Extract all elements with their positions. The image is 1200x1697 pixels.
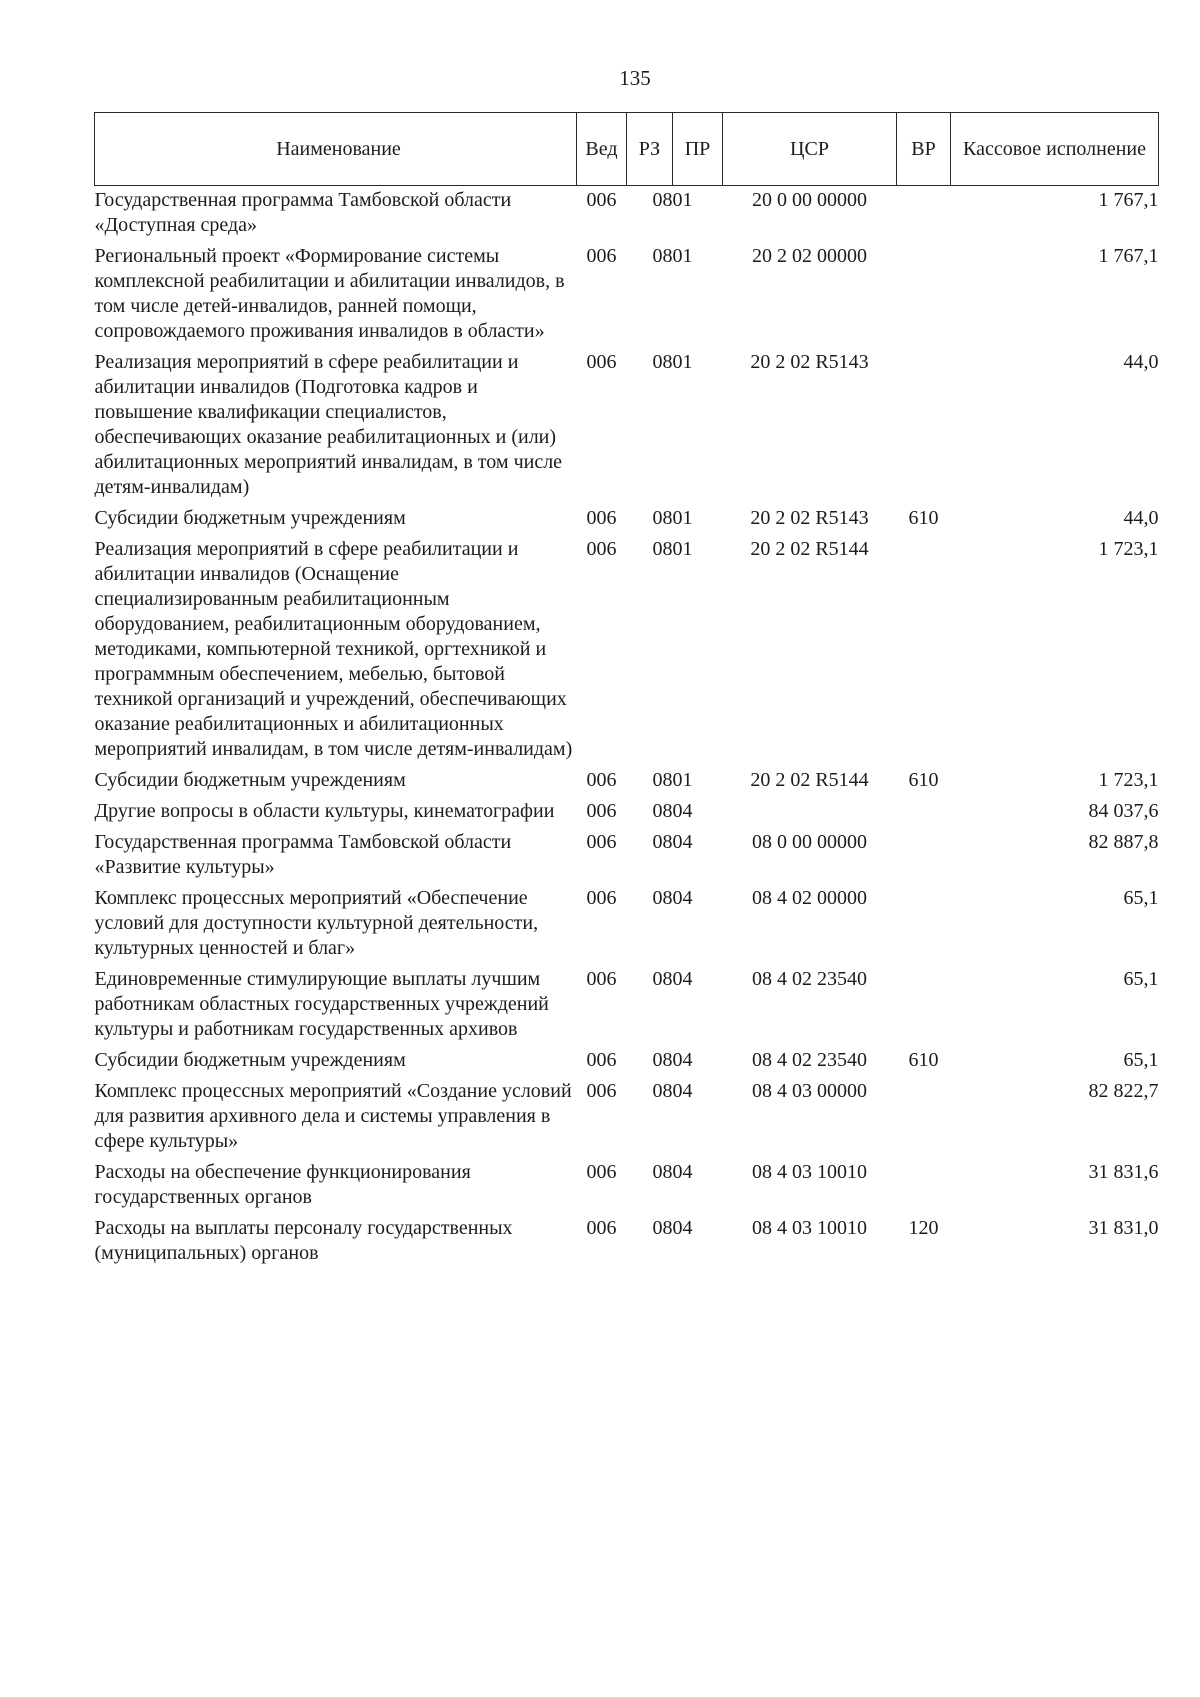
cell-sum: 31 831,0 bbox=[1088, 1217, 1159, 1239]
cell-name: Единовременные стимулирующие выплаты лучшим работникам областных государственных учреждений культуры и работникам государственных архивов bbox=[94, 968, 549, 1040]
table-header-row bbox=[95, 113, 1159, 186]
cell-sum: 84 037,6 bbox=[1088, 800, 1159, 822]
cell-ved: 006 bbox=[586, 769, 617, 791]
header-vr: ВР bbox=[897, 113, 951, 186]
cell-rz: 08 bbox=[652, 968, 673, 990]
cell-rz: 08 bbox=[652, 538, 673, 560]
cell-vr bbox=[897, 1158, 951, 1214]
cell-vr: 610 bbox=[908, 507, 939, 529]
cell-pr: 04 bbox=[672, 1217, 693, 1239]
cell-sum: 65,1 bbox=[1123, 1049, 1159, 1071]
cell-ved: 006 bbox=[586, 538, 617, 560]
table-row bbox=[95, 535, 1159, 766]
cell-ved: 006 bbox=[586, 1049, 617, 1071]
cell-ved: 006 bbox=[586, 1161, 617, 1183]
header-csr: ЦСР bbox=[723, 113, 897, 186]
cell-ved: 006 bbox=[586, 245, 617, 267]
cell-rz: 08 bbox=[652, 245, 673, 267]
cell-rz: 08 bbox=[652, 769, 673, 791]
cell-pr: 01 bbox=[672, 245, 693, 267]
cell-csr: 08 4 03 10010 bbox=[752, 1217, 867, 1239]
cell-csr: 20 2 02 R5143 bbox=[750, 351, 869, 373]
cell-pr: 04 bbox=[672, 968, 693, 990]
cell-name: Комплекс процессных мероприятий «Создание условий для развития архивного дела и системы управления в сфере культуры» bbox=[94, 1080, 572, 1152]
cell-rz: 08 bbox=[652, 887, 673, 909]
cell-name: Комплекс процессных мероприятий «Обеспечение условий для доступности культурной деятельности, культурных ценностей и благ» bbox=[94, 887, 539, 959]
cell-pr: 01 bbox=[672, 351, 693, 373]
cell-rz: 08 bbox=[652, 1217, 673, 1239]
cell-name: Государственная программа Тамбовской области «Развитие культуры» bbox=[94, 831, 512, 878]
page-number: 135 bbox=[619, 66, 651, 90]
cell-rz: 08 bbox=[652, 800, 673, 822]
cell-rz: 08 bbox=[652, 1161, 673, 1183]
cell-ved: 006 bbox=[586, 831, 617, 853]
cell-sum: 1 767,1 bbox=[1098, 189, 1159, 211]
table-row bbox=[95, 828, 1159, 884]
table-row bbox=[95, 1046, 1159, 1077]
header-pr: ПР bbox=[673, 113, 723, 186]
table-row bbox=[95, 1077, 1159, 1158]
header-name: Наименование bbox=[95, 113, 577, 186]
budget-table bbox=[94, 112, 1159, 1270]
cell-vr bbox=[897, 535, 951, 766]
cell-name: Субсидии бюджетным учреждениям bbox=[94, 507, 406, 529]
cell-csr: 08 4 02 23540 bbox=[752, 1049, 867, 1071]
table-row bbox=[95, 1158, 1159, 1214]
cell-vr bbox=[897, 797, 951, 828]
cell-csr: 20 0 00 00000 bbox=[752, 189, 867, 211]
table-row bbox=[95, 766, 1159, 797]
table-row bbox=[95, 242, 1159, 348]
cell-name: Расходы на выплаты персоналу государственных (муниципальных) органов bbox=[94, 1217, 513, 1264]
cell-csr bbox=[723, 797, 897, 828]
cell-ved: 006 bbox=[586, 887, 617, 909]
cell-name: Субсидии бюджетным учреждениям bbox=[94, 769, 406, 791]
cell-sum: 82 822,7 bbox=[1088, 1080, 1159, 1102]
table-row bbox=[95, 1214, 1159, 1270]
cell-csr: 08 4 03 10010 bbox=[752, 1161, 867, 1183]
cell-ved: 006 bbox=[586, 351, 617, 373]
table-body bbox=[95, 186, 1159, 1271]
cell-pr: 01 bbox=[672, 507, 693, 529]
cell-pr: 04 bbox=[672, 831, 693, 853]
cell-csr: 20 2 02 R5144 bbox=[750, 538, 869, 560]
cell-name: Другие вопросы в области культуры, кинематографии bbox=[94, 800, 555, 822]
cell-sum: 65,1 bbox=[1123, 968, 1159, 990]
cell-sum: 82 887,8 bbox=[1088, 831, 1159, 853]
cell-name: Государственная программа Тамбовской области «Доступная среда» bbox=[94, 189, 512, 236]
cell-ved: 006 bbox=[586, 189, 617, 211]
header-sum: Кассовое исполнение bbox=[951, 113, 1159, 186]
cell-pr: 04 bbox=[672, 800, 693, 822]
cell-name: Субсидии бюджетным учреждениям bbox=[94, 1049, 406, 1071]
cell-sum: 1 767,1 bbox=[1098, 245, 1159, 267]
cell-csr: 20 2 02 R5143 bbox=[750, 507, 869, 529]
cell-sum: 44,0 bbox=[1123, 507, 1159, 529]
cell-name: Расходы на обеспечение функционирования государственных органов bbox=[94, 1161, 471, 1208]
cell-sum: 44,0 bbox=[1123, 351, 1159, 373]
cell-vr bbox=[897, 242, 951, 348]
cell-ved: 006 bbox=[586, 800, 617, 822]
cell-csr: 08 4 03 00000 bbox=[752, 1080, 867, 1102]
table-row bbox=[95, 186, 1159, 243]
cell-ved: 006 bbox=[586, 507, 617, 529]
table-row bbox=[95, 348, 1159, 504]
cell-pr: 04 bbox=[672, 1049, 693, 1071]
cell-pr: 04 bbox=[672, 1161, 693, 1183]
cell-vr bbox=[897, 884, 951, 965]
table-row bbox=[95, 884, 1159, 965]
cell-csr: 20 2 02 00000 bbox=[752, 245, 867, 267]
cell-rz: 08 bbox=[652, 351, 673, 373]
cell-csr: 20 2 02 R5144 bbox=[750, 769, 869, 791]
table-row bbox=[95, 965, 1159, 1046]
cell-name: Реализация мероприятий в сфере реабилитации и абилитации инвалидов (Оснащение специализированным реабилитационным оборудованием, реабилитационным оборудованием, методиками, компьютерной техникой, оргтехникой и программным обеспечением, мебелью, бытовой техникой организаций и учреждений, обеспечивающих оказание реабилитационных и абилитационных мероприятий инвалидам, в том числе детям-инвалидам) bbox=[94, 538, 573, 760]
cell-csr: 08 4 02 00000 bbox=[752, 887, 867, 909]
cell-vr: 610 bbox=[908, 1049, 939, 1071]
table-row bbox=[95, 797, 1159, 828]
cell-vr bbox=[897, 828, 951, 884]
cell-sum: 1 723,1 bbox=[1098, 769, 1159, 791]
cell-sum: 65,1 bbox=[1123, 887, 1159, 909]
cell-pr: 01 bbox=[672, 769, 693, 791]
cell-pr: 04 bbox=[672, 1080, 693, 1102]
cell-rz: 08 bbox=[652, 189, 673, 211]
cell-rz: 08 bbox=[652, 507, 673, 529]
cell-vr: 120 bbox=[908, 1217, 939, 1239]
cell-csr: 08 4 02 23540 bbox=[752, 968, 867, 990]
cell-ved: 006 bbox=[586, 1080, 617, 1102]
cell-vr bbox=[897, 1077, 951, 1158]
cell-rz: 08 bbox=[652, 1049, 673, 1071]
cell-name: Региональный проект «Формирование системы комплексной реабилитации и абилитации инвалидов, в том числе детей-инвалидов, ранней помощи, сопровождаемого проживания инвалидов в области» bbox=[94, 245, 565, 342]
cell-name: Реализация мероприятий в сфере реабилитации и абилитации инвалидов (Подготовка кадров и повышение квалификации специалистов, обеспечивающих оказание реабилитационных и (или) абилитационных мероприятий инвалидам, в том числе детям-инвалидам) bbox=[94, 351, 563, 498]
cell-vr: 610 bbox=[908, 769, 939, 791]
table-row bbox=[95, 504, 1159, 535]
cell-csr: 08 0 00 00000 bbox=[752, 831, 867, 853]
cell-rz: 08 bbox=[652, 1080, 673, 1102]
cell-vr bbox=[897, 965, 951, 1046]
cell-ved: 006 bbox=[586, 968, 617, 990]
cell-sum: 31 831,6 bbox=[1088, 1161, 1159, 1183]
cell-pr: 01 bbox=[672, 538, 693, 560]
header-ved: Вед bbox=[577, 113, 627, 186]
cell-vr bbox=[897, 186, 951, 243]
header-rz: РЗ bbox=[627, 113, 673, 186]
cell-pr: 04 bbox=[672, 887, 693, 909]
cell-pr: 01 bbox=[672, 189, 693, 211]
cell-ved: 006 bbox=[586, 1217, 617, 1239]
cell-sum: 1 723,1 bbox=[1098, 538, 1159, 560]
cell-rz: 08 bbox=[652, 831, 673, 853]
cell-vr bbox=[897, 348, 951, 504]
